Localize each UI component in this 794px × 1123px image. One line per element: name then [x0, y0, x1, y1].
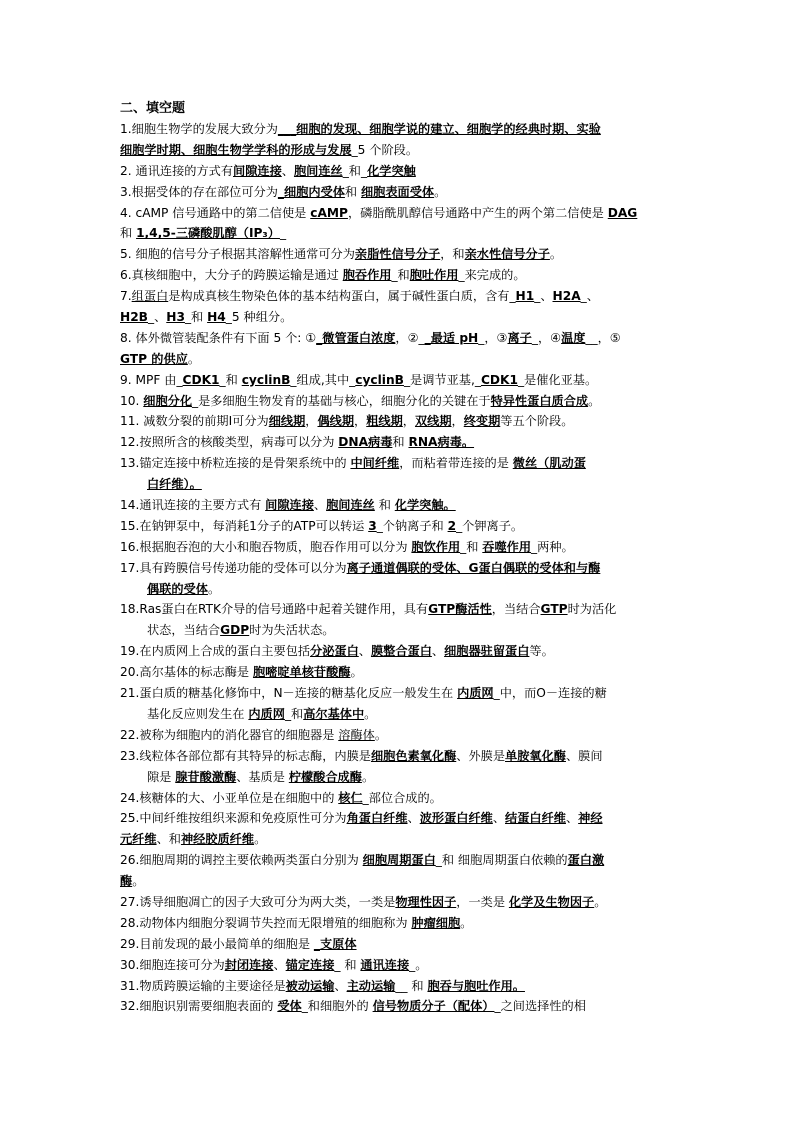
question-line [120, 328, 710, 349]
question-text: 、膜间 [565, 748, 603, 763]
answer-text: 波形蛋白纤维 [419, 811, 493, 826]
question-text: _和 [284, 706, 304, 721]
question-text: 10. [120, 393, 144, 408]
question-line [120, 244, 710, 265]
answer-text: 单胺氧化酶 [505, 748, 566, 763]
question-text: 22.被称为细胞内的消化器官的细胞器是 [120, 727, 339, 742]
question-text: 12.按照所含的核酸类型，病毒可以分为 [120, 435, 339, 450]
question-line [120, 432, 710, 453]
answer-text: 主动运输 [346, 978, 396, 993]
question-text: 等五个阶段。 [500, 414, 574, 429]
question-text: _部位合成的。 [362, 790, 442, 805]
question-text: _两种。 [531, 539, 574, 554]
answer-text: 神经胶质纤维 [180, 832, 255, 847]
answer-text: 内质网 [457, 686, 494, 701]
answer-text: 胞嘧啶单核苷酸酶 [252, 665, 351, 680]
question-text: 。 [588, 393, 601, 408]
question-line [120, 182, 710, 203]
question-text: 5. 细胞的信号分子根据其溶解性通常可分为 [120, 247, 355, 262]
question-text: ，当结合 [491, 602, 541, 617]
answer-text: GDP [220, 623, 250, 638]
question-text: 。 [460, 915, 473, 930]
question-text: _。 [409, 957, 428, 972]
fill-in-blank-section [120, 98, 710, 1017]
question-line [120, 808, 710, 829]
question-line [120, 725, 710, 746]
question-line [120, 391, 710, 412]
answer-text: DAG [607, 205, 638, 220]
answer-text: 特异性蛋白质合成 [490, 393, 589, 408]
answer-text: 核仁 [338, 790, 363, 805]
answer-text: H2A [552, 289, 581, 304]
answer-text: DNA病毒 [338, 435, 393, 450]
question-line [120, 934, 710, 955]
answer-text: H1 [515, 289, 535, 304]
question-text: 。 [132, 874, 145, 889]
question-text: 7. [120, 289, 132, 304]
question-text: 状态，当结合 [147, 623, 221, 638]
question-line [120, 223, 710, 244]
answer-text: cyclinB [355, 372, 404, 387]
question-text: 。 [374, 727, 388, 742]
question-line [120, 955, 710, 976]
answer-text: 物理性因子 [395, 894, 457, 909]
answer-text: 内质网 [248, 706, 285, 721]
answer-text: ___细胞的发现、细胞学说的建立、细胞学的经典时期、实验 [277, 122, 601, 136]
question-text: 。 [364, 706, 377, 721]
question-text: 、和 [156, 832, 181, 847]
question-text: 。 [187, 351, 201, 366]
question-line [120, 599, 710, 620]
answer-text: 神经 [578, 811, 603, 826]
question-text: 19.在内质网上合成的蛋白主要包括 [120, 644, 311, 659]
question-line [120, 558, 710, 579]
answer-text: 化学及生物因子 [508, 894, 595, 909]
question-text: ， [354, 414, 367, 429]
question-text: 和 [120, 226, 137, 241]
question-text: 25.中间纤维按组织来源和免疫原性可分为 [120, 811, 347, 826]
answer-text: 细胞学时期、细胞生物学学科的形成与发展 [120, 142, 352, 157]
question-text: 、 [334, 978, 347, 993]
question-text: 6.真核细胞中，大分子的跨膜运输是通过 [120, 268, 343, 283]
question-line [120, 579, 710, 600]
answer-text: 胞饮作用 [411, 539, 461, 554]
question-text: 16.根据胞吞泡的大小和胞吞物质，胞吞作用可以分为 [120, 539, 412, 554]
question-text: 。 [361, 769, 375, 784]
question-text: 时为活化 [567, 602, 617, 617]
question-text: 18.Ras蛋白在RTK介导的信号通路中起着关键作用，具有 [120, 602, 429, 617]
question-text: 、 [358, 644, 371, 659]
answer-text: 蛋白激 [567, 853, 605, 868]
question-text: 。 [434, 184, 447, 199]
question-line [120, 411, 710, 432]
question-text: ，磷脂酰肌醇信号通路中产生的两个第二信使是 [347, 205, 608, 220]
answer-text: _支原体 [313, 936, 357, 951]
answer-text: H4 [207, 310, 226, 325]
question-text: 、外膜是 [456, 748, 506, 763]
answer-text: 腺苷酸激酶 [175, 769, 237, 784]
question-line [120, 620, 710, 641]
answer-text: 胞吞作用 [342, 268, 392, 283]
question-text: _5 个阶段。 [351, 142, 419, 157]
question-text: 26.细胞周期的调控主要依赖两类蛋白分别为 [120, 853, 363, 868]
question-text: 。 [594, 894, 607, 909]
question-text: _来完成的。 [458, 268, 526, 283]
answer-text: 膜整合蛋白 [370, 644, 432, 659]
question-text: 30.细胞连接可分为 [120, 957, 225, 972]
answer-text: 细胞分化 [143, 393, 193, 408]
question-line [120, 683, 710, 704]
answer-text: 亲脂性信号分子 [354, 247, 441, 262]
question-line [120, 662, 710, 683]
answer-text: 化学突触 [367, 163, 416, 178]
question-line [120, 370, 710, 391]
answer-text: 胞吐作用 [409, 268, 459, 283]
answer-text: 高尔基体中 [303, 706, 365, 721]
question-text: 31.物质跨膜运输的主要途径是 [120, 978, 286, 993]
question-text: 17.具有跨膜信号传递功能的受体可以分为 [120, 560, 347, 575]
answer-text: 细胞表面受体 [360, 184, 435, 199]
answer-text: RNA病毒。 [408, 435, 475, 450]
answer-text: CDK1 [480, 372, 518, 387]
question-line [120, 746, 710, 767]
answer-text: 酶 [120, 874, 133, 889]
answer-text: 2 [447, 518, 457, 533]
question-text: 28.动物体内细胞分裂调节失控而无限增殖的细胞称为 [120, 915, 412, 930]
question-text: ，②_ [395, 330, 425, 345]
question-text: _组成,其中_ [290, 372, 356, 387]
answer-text: 微丝（肌动蛋 [512, 456, 586, 471]
question-text: 23.线粒体各部位都有其特异的标志酶，内膜是 [120, 748, 371, 763]
question-line [120, 349, 710, 370]
answer-text: _最适 pH [424, 330, 479, 345]
question-text: ，和 [440, 247, 465, 262]
question-line [120, 788, 710, 809]
answer-text: 胞吞与胞吐作用。 [427, 978, 525, 993]
answer-text: 化学突触。 [394, 498, 456, 513]
question-text: _和 [184, 310, 208, 325]
answer-text: 元纤维 [120, 832, 157, 847]
question-text: 。 [549, 247, 563, 262]
question-text: _个钠离子和 [376, 518, 448, 533]
answer-text: CDK1 [182, 372, 220, 387]
question-line [120, 140, 710, 161]
question-line [120, 203, 710, 224]
question-line [120, 829, 710, 850]
answer-text: 锚定连接 [285, 957, 335, 972]
question-line [120, 537, 710, 558]
question-text: 、 [273, 957, 286, 972]
question-text: 32.细胞识别需要细胞表面的 [120, 999, 278, 1014]
question-text: 24.核糖体的大、小亚单位是在细胞中的 [120, 790, 339, 805]
question-text: _和 [460, 539, 483, 554]
answer-text: 间隙连接 [233, 163, 282, 178]
question-text: _和_ [342, 163, 368, 178]
answer-text: 3 [368, 518, 377, 533]
question-line [120, 767, 710, 788]
question-line [120, 871, 710, 892]
question-text: 、 [492, 811, 506, 826]
question-text: 和 [374, 498, 395, 513]
answer-text: 溶酶体 [338, 727, 375, 742]
question-text: 等。 [529, 644, 554, 659]
question-text: 和 [392, 435, 409, 450]
question-text: _，④ [531, 330, 562, 345]
answer-text: 间隙连接 [265, 498, 314, 513]
question-text: 14.通讯连接的主要方式有 [120, 498, 266, 513]
answer-text: 细胞周期蛋白 [362, 853, 436, 868]
answer-text: 胞间连丝 [326, 498, 375, 513]
question-line [120, 704, 710, 725]
answer-text: 封闭连接 [224, 957, 274, 972]
question-text: 基化反应则发生在 [147, 706, 249, 721]
answer-text: 角蛋白纤维 [346, 811, 408, 826]
question-text: _是催化亚基。 [517, 372, 598, 387]
question-text: 3.根据受体的存在部位可分为 [120, 184, 278, 199]
question-text: _之间选择性的相 [494, 999, 586, 1014]
question-text: 、 [407, 811, 420, 826]
question-line [120, 641, 710, 662]
question-text: 20.高尔基体的标志酶是 [120, 665, 253, 680]
question-text: _，③ [478, 330, 508, 345]
question-text: _ 和 [334, 957, 361, 972]
question-line [120, 453, 710, 474]
question-text: 、基质是 [236, 769, 289, 784]
question-text: ，而粘着带连接的是 [399, 456, 513, 471]
question-text: _和 细胞周期蛋白依赖的 [435, 853, 568, 868]
answer-text: 1,4,5-三磷酸肌醇（IP₃） [136, 226, 280, 241]
question-line [120, 474, 710, 495]
question-text: 。 [254, 832, 267, 847]
question-line [120, 850, 710, 871]
answer-text: 中间纤维 [350, 456, 400, 471]
answer-text: 温度 [561, 330, 586, 345]
question-text: 和 [344, 184, 361, 199]
question-text: _、 [147, 310, 167, 325]
question-line [120, 913, 710, 934]
question-text: _、 [580, 289, 599, 304]
answer-text: 粗线期 [366, 414, 403, 429]
question-text: 、 [565, 811, 579, 826]
answer-text: 结蛋白纤维 [505, 811, 566, 826]
question-text: 21.蛋白质的糖基化修饰中，N－连接的糖基化反应一般发生在 [120, 686, 458, 701]
answer-text: 受体 [277, 999, 302, 1014]
answer-text: GTP [540, 602, 568, 617]
answer-text: 离子通道偶联的受体、G蛋白偶联的受体和与酶 [346, 560, 601, 575]
question-line [120, 265, 710, 286]
question-text: _中，而O－连接的糖 [493, 686, 607, 701]
question-text: 、 [313, 498, 327, 513]
question-text: __，⑤ [585, 330, 621, 345]
question-text: _和 [219, 372, 242, 387]
question-text: _和 [391, 268, 410, 283]
question-text: _是多细胞生物发育的基础与核心，细胞分化的关键在于 [192, 393, 491, 408]
question-text: _5 种组分。 [225, 310, 293, 325]
answer-text: 被动运输 [285, 978, 335, 993]
question-text: __ 和 [395, 978, 428, 993]
question-text: 是构成真核生物染色体的基本结构蛋白，属于碱性蛋白质，含有_ [168, 289, 516, 304]
question-text: 隙是 [147, 769, 176, 784]
answer-text: GTP 的供应 [120, 351, 188, 366]
answer-text: 柠檬酸合成酶 [288, 769, 362, 784]
answer-text: _细胞内受体 [277, 184, 345, 199]
question-text: ， [402, 414, 415, 429]
answer-text: H3 [166, 310, 185, 325]
question-text: 1.细胞生物学的发展大致分为 [120, 122, 278, 136]
answer-text: 白纤维）。 [147, 477, 202, 492]
answer-text: cAMP [310, 205, 348, 220]
question-text: 11. 减数分裂的前期I可分为 [120, 414, 269, 429]
question-text: 13.锚定连接中桥粒连接的是骨架系统中的 [120, 456, 351, 471]
question-line [120, 286, 710, 307]
answer-text: 亲水性信号分子 [464, 247, 550, 262]
question-line [120, 119, 710, 140]
answer-text: _微管蛋白浓度 [316, 330, 396, 345]
question-text: _个钾离子。 [456, 518, 524, 533]
question-text: 。 [207, 581, 221, 596]
question-line [120, 307, 710, 328]
question-text: _和细胞外的 [301, 999, 373, 1014]
question-text: 9. MPF 由_ [120, 372, 183, 387]
answer-text: 偶线期 [317, 414, 355, 429]
answer-text: 偶联的受体 [147, 581, 208, 596]
question-list [120, 119, 710, 1017]
answer-text: 分泌蛋白 [310, 644, 359, 659]
question-text: 8. 体外微管装配条件有下面 5 个: ① [120, 330, 317, 345]
question-text: 、 [281, 163, 294, 178]
question-text: ， [451, 414, 464, 429]
question-line [120, 495, 710, 516]
answer-text: 双线期 [414, 414, 452, 429]
question-text: 27.诱导细胞凋亡的因子大致可分为两大类，一类是 [120, 894, 396, 909]
question-line [120, 161, 710, 182]
answer-text: 细胞色素氧化酶 [370, 748, 457, 763]
answer-text: GTP酶活性 [428, 602, 492, 617]
answer-text: 信号物质分子（配体） [372, 999, 495, 1014]
question-text: _是调节亚基,_ [403, 372, 481, 387]
answer-text: 肿瘤细胞 [411, 915, 461, 930]
answer-text: 离子 [507, 330, 532, 345]
question-line [120, 976, 710, 997]
answer-text: 通讯连接 [360, 957, 410, 972]
answer-text: cyclinB [241, 372, 291, 387]
question-text: _ [279, 226, 287, 241]
answer-text: H2B [120, 310, 148, 325]
question-text: 时为失活状态。 [249, 623, 335, 638]
section-heading: 二、填空题 [120, 101, 186, 116]
answer-text: 细胞器驻留蛋白 [444, 644, 530, 659]
question-text: 、 [431, 644, 445, 659]
question-text: 2. 通讯连接的方式有 [120, 163, 234, 178]
answer-text: 吞噬作用 [482, 539, 532, 554]
answer-text: 细线期 [268, 414, 306, 429]
answer-text: 终变期 [463, 414, 501, 429]
question-text: 15.在钠钾泵中，每消耗1分子的ATP可以转运 [120, 518, 369, 533]
answer-text: 胞间连丝 [293, 163, 343, 178]
question-line [120, 516, 710, 537]
question-line [120, 996, 710, 1017]
question-text: _、 [534, 289, 553, 304]
question-text: 。 [350, 665, 363, 680]
question-text: ，一类是 [456, 894, 509, 909]
answer-text: 组蛋白 [131, 289, 169, 304]
question-text: 4. cAMP 信号通路中的第二信使是 [120, 205, 311, 220]
question-line [120, 892, 710, 913]
question-text: ， [305, 414, 318, 429]
question-text: 29.目前发现的最小最简单的细胞是 [120, 936, 314, 951]
